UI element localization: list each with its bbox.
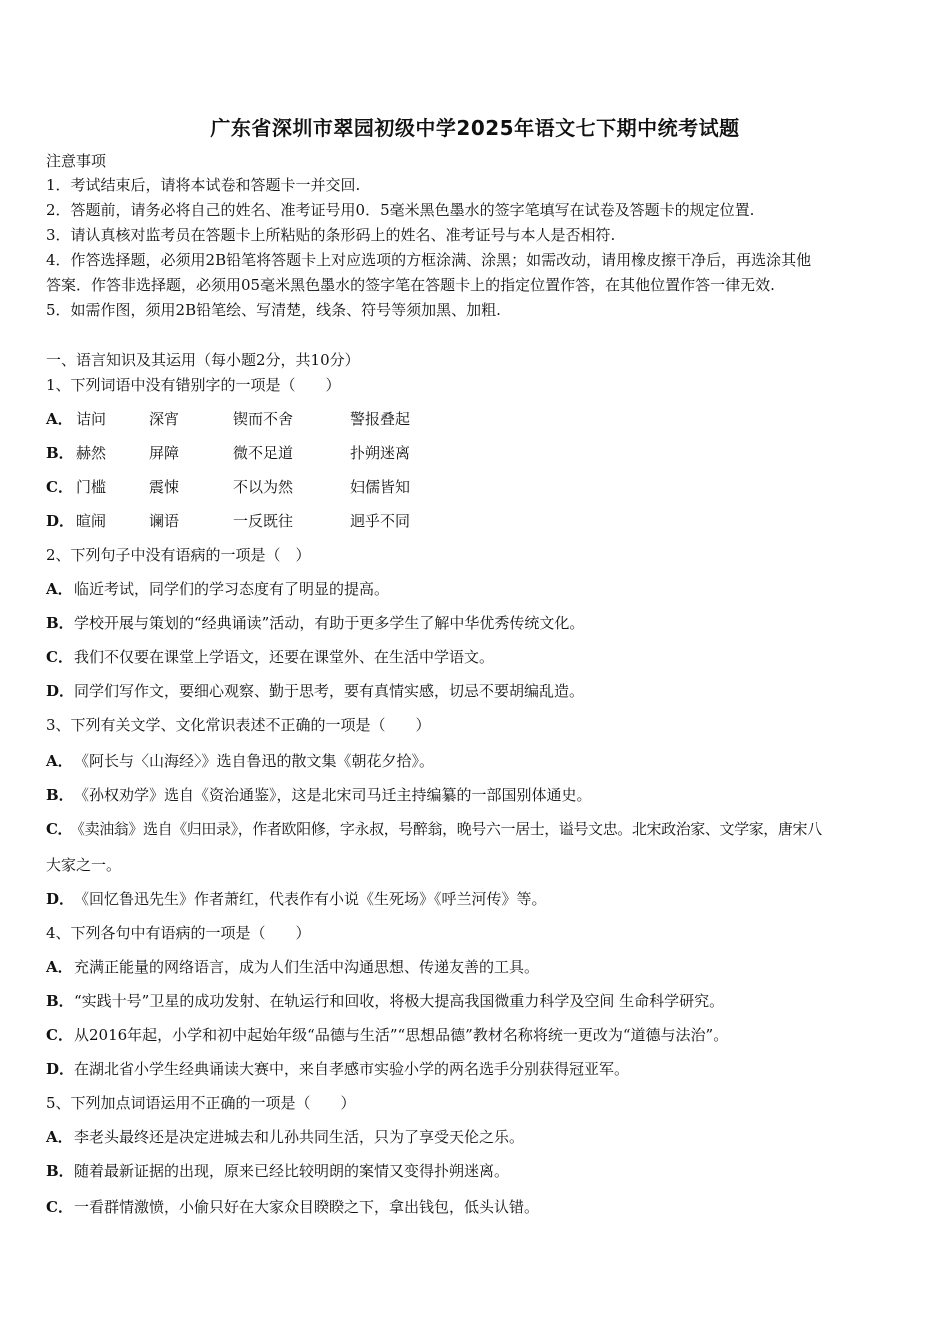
option-text: 大家之一。 — [46, 856, 122, 874]
q1-option-a — [46, 410, 446, 428]
q2-stem: 2、下列句子中没有语病的一项是（ ） — [46, 546, 311, 564]
word: 一反既往 — [233, 512, 294, 530]
option-label: C． — [46, 648, 73, 666]
q3-option-b — [46, 786, 592, 804]
option-label: D． — [46, 890, 75, 908]
option-label: A． — [46, 958, 73, 976]
option-label: C． — [46, 478, 73, 496]
option-text: 《孙权劝学》选自《资治通鉴》，这是北宋司马迁主持编纂的一部国别体通史。 — [74, 786, 592, 804]
word: 不以为然 — [233, 478, 294, 496]
notice-item-4: 4．作答选择题，必须用2B铅笔将答题卡上对应选项的方框涂满、涂黑；如需改动，请用橡皮擦干净后，再选涂其他 — [46, 251, 812, 269]
word: 警报叠起 — [350, 410, 411, 428]
option-label: C． — [46, 820, 73, 838]
q5-option-b — [46, 1162, 509, 1180]
option-text: 同学们写作文，要细心观察、勤于思考，要有真情实感，切忌不要胡编乱造。 — [74, 682, 585, 700]
q3-option-c-cont — [46, 856, 121, 874]
option-label: C． — [46, 1026, 73, 1044]
q2-option-d — [46, 682, 584, 700]
option-text: 《阿长与〈山海经〉》选自鲁迅的散文集《朝花夕拾》。 — [74, 752, 435, 770]
option-text: 《回忆鲁迅先生》作者萧红，代表作有小说《生死场》《呼兰河传》等。 — [74, 890, 547, 908]
word: 扑朔迷离 — [350, 444, 411, 462]
q3-option-c — [46, 820, 822, 838]
page-title: 广东省深圳市翠园初级中学2025年语文七下期中统考试题 — [210, 116, 740, 140]
option-label: A． — [46, 580, 73, 598]
q4-stem: 4、下列各句中有语病的一项是（ ） — [46, 924, 311, 942]
option-label: B． — [46, 444, 74, 462]
option-text: “实践十号”卫星的成功发射、在轨运行和回收，将极大提高我国微重力科学及空间 生命科学研究。 — [74, 992, 725, 1010]
q4-option-a — [46, 958, 539, 976]
option-label: A． — [46, 752, 73, 770]
option-text: 临近考试，同学们的学习态度有了明显的提高。 — [74, 580, 390, 598]
option-label: A． — [46, 410, 73, 428]
q1-option-c — [46, 478, 446, 496]
option-label: B． — [46, 614, 74, 632]
notice-item-2: 2．答题前，请务必将自己的姓名、准考证号用0．5毫米黑色墨水的签字笔填写在试卷及答题卡的规定位置. — [46, 201, 755, 219]
word: 深宵 — [149, 410, 180, 428]
q2-option-a — [46, 580, 389, 598]
notice-item-5: 5．如需作图，须用2B铅笔绘、写清楚，线条、符号等须加黑、加粗. — [46, 301, 501, 319]
option-label: D． — [46, 1060, 75, 1078]
word: 赫然 — [76, 444, 107, 462]
option-text: 充满正能量的网络语言，成为人们生活中沟通思想、传递友善的工具。 — [74, 958, 540, 976]
option-text: 李老头最终还是决定进城去和儿孙共同生活，只为了享受天伦之乐。 — [74, 1128, 525, 1146]
notice-item-4-cont: 答案．作答非选择题，必须用05毫米黑色墨水的签字笔在答题卡上的指定位置作答，在其他位置作答一律无效. — [46, 276, 775, 294]
option-label: B． — [46, 786, 74, 804]
word: 微不足道 — [233, 444, 294, 462]
option-label: A． — [46, 1128, 73, 1146]
word: 妇儒皆知 — [350, 478, 411, 496]
option-label: C． — [46, 1198, 73, 1216]
option-text: 从2016年起，小学和初中起始年级“品德与生活”“思想品德”教材名称将统一更改为“道德与法治”。 — [74, 1026, 729, 1044]
word: 门槛 — [76, 478, 107, 496]
q4-option-c — [46, 1026, 728, 1044]
word: 诘问 — [76, 410, 107, 428]
q5-stem: 5、下列加点词语运用不正确的一项是（ ） — [46, 1094, 356, 1112]
q5-option-c — [46, 1198, 539, 1216]
q4-option-b — [46, 992, 724, 1010]
option-label: B． — [46, 992, 74, 1010]
word: 迥乎不同 — [350, 512, 411, 530]
q3-option-d — [46, 890, 547, 908]
word: 屏障 — [149, 444, 180, 462]
option-text: 在湖北省小学生经典诵读大赛中，来自孝感市实验小学的两名选手分别获得冠亚军。 — [74, 1060, 630, 1078]
option-text: 一看群情激愤，小偷只好在大家众目睽睽之下，拿出钱包，低头认错。 — [74, 1198, 540, 1216]
option-text: 学校开展与策划的“经典诵读”活动，有助于更多学生了解中华优秀传统文化。 — [74, 614, 585, 632]
section-heading: 一、语言知识及其运用（每小题2分，共10分） — [46, 351, 360, 369]
notice-heading: 注意事项 — [46, 152, 107, 170]
notice-item-1: 1．考试结束后，请将本试卷和答题卡一并交回. — [46, 176, 361, 194]
q5-option-a — [46, 1128, 524, 1146]
option-text: 随着最新证据的出现，原来已经比较明朗的案情又变得扑朔迷离。 — [74, 1162, 510, 1180]
q3-option-a — [46, 752, 434, 770]
word: 谰语 — [149, 512, 180, 530]
option-label: D． — [46, 512, 75, 530]
option-text: 我们不仅要在课堂上学语文，还要在课堂外、在生活中学语文。 — [74, 648, 495, 666]
q1-stem: 1、下列词语中没有错别字的一项是（ ） — [46, 376, 341, 394]
q3-stem: 3、下列有关文学、文化常识表述不正确的一项是（ ） — [46, 716, 431, 734]
option-label: B． — [46, 1162, 74, 1180]
word: 震悚 — [149, 478, 180, 496]
option-text: 《卖油翁》选自《归田录》，作者欧阳修，字永叔，号醉翁，晚号六一居士，谥号文忠。北宋政治家、文学家，唐宋八 — [70, 820, 822, 838]
option-label: D． — [46, 682, 75, 700]
word: 暄闹 — [76, 512, 107, 530]
q1-option-b — [46, 444, 446, 462]
q2-option-c — [46, 648, 494, 666]
word: 锲而不舍 — [233, 410, 294, 428]
q1-option-d — [46, 512, 446, 530]
notice-item-3: 3．请认真核对监考员在答题卡上所粘贴的条形码上的姓名、准考证号与本人是否相符. — [46, 226, 616, 244]
q2-option-b — [46, 614, 584, 632]
q4-option-d — [46, 1060, 629, 1078]
